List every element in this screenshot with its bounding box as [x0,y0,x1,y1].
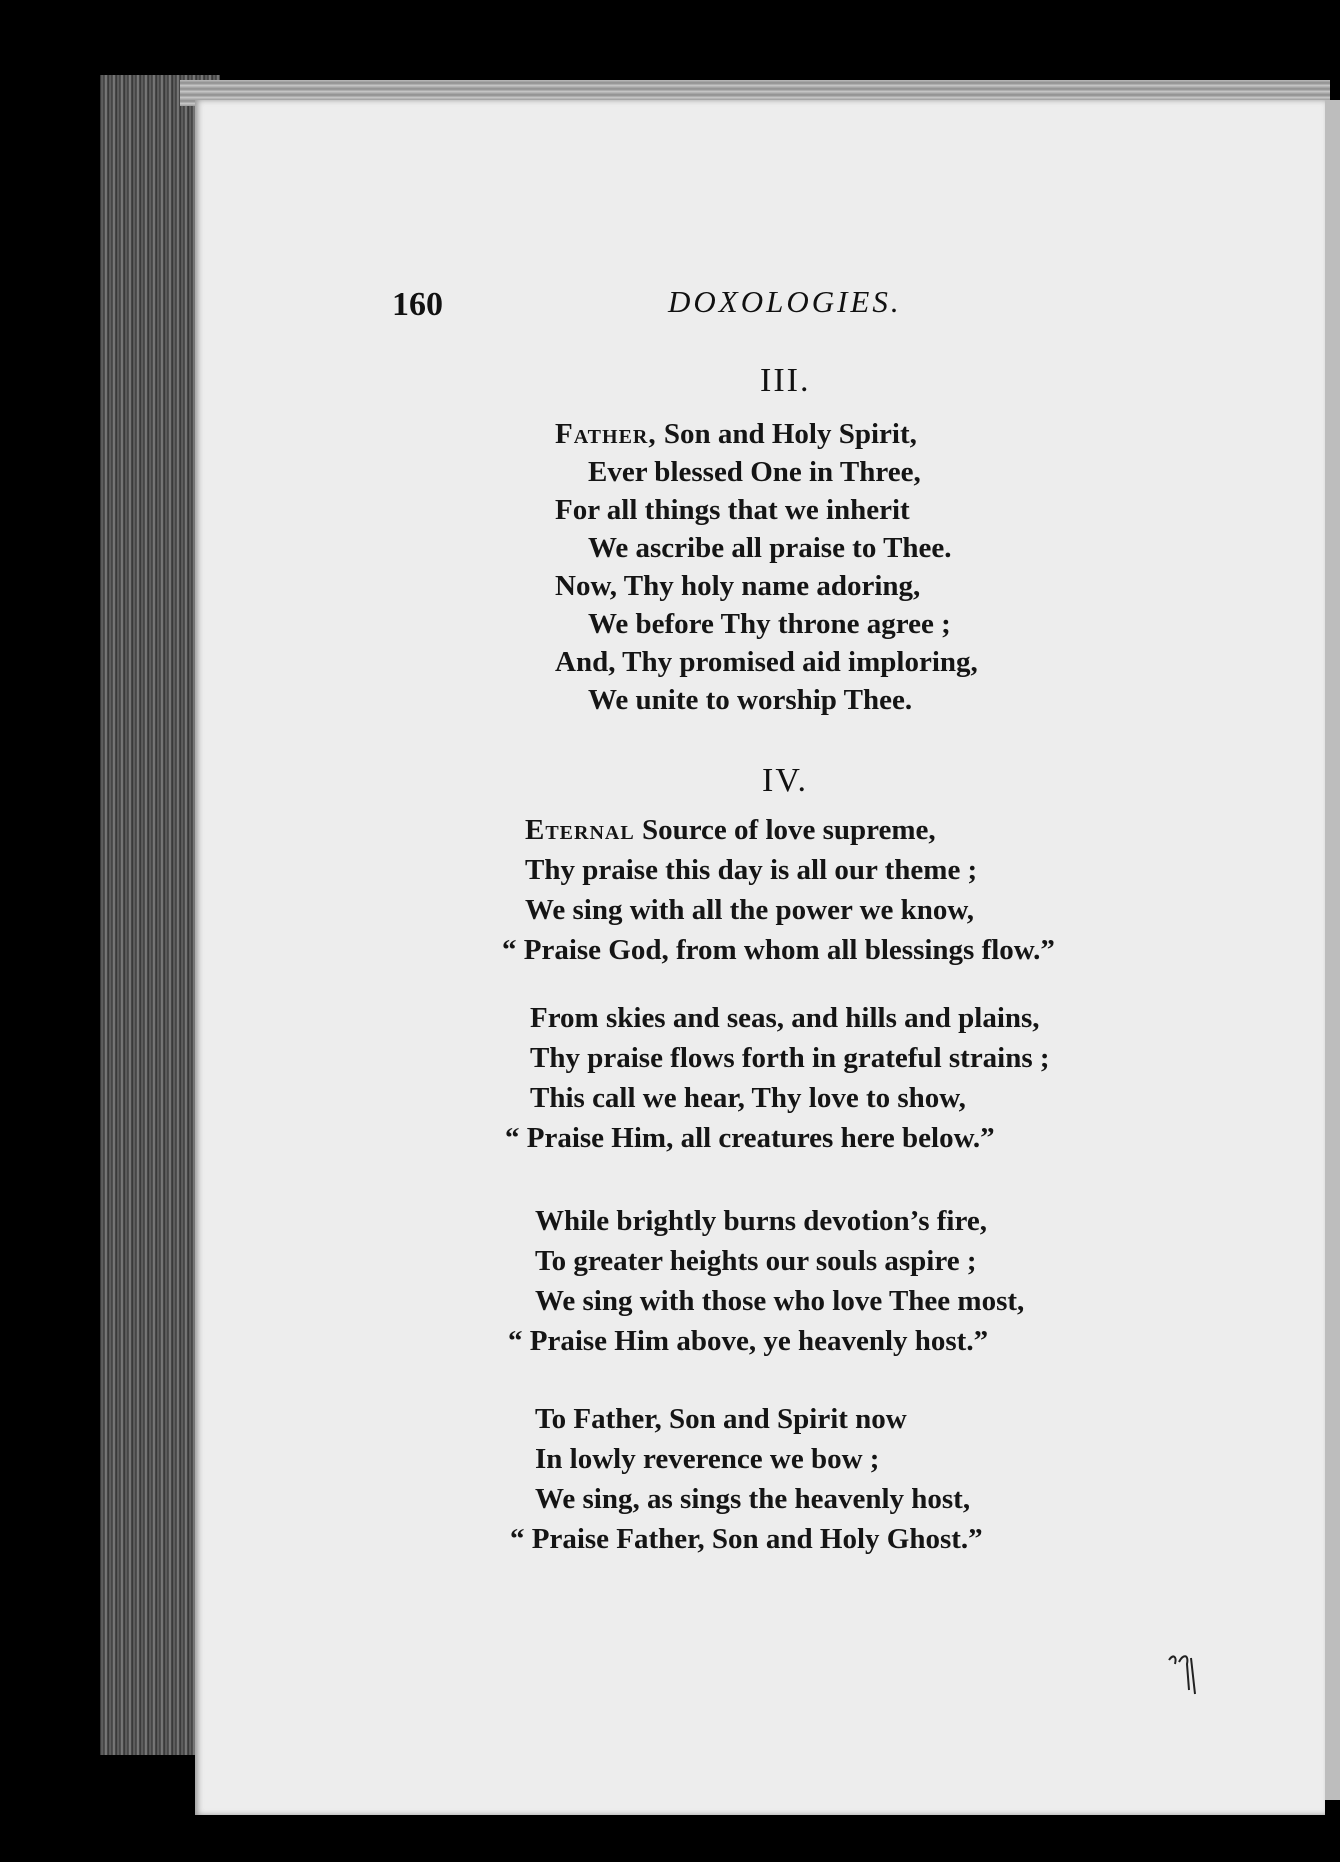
verse-line: Thy praise flows forth in grateful strains ; [530,1042,1050,1074]
verse-line: To greater heights our souls aspire ; [535,1245,977,1277]
page-number: 160 [392,286,443,323]
verse-line: And, Thy promised aid imploring, [555,646,978,678]
verse-line: While brightly burns devotion’s fire, [535,1205,987,1237]
verse-line: Father, Son and Holy Spirit, [555,418,917,450]
verse-line: We unite to worship Thee. [588,684,913,716]
drop-word: Father, [555,418,657,450]
verse-line: In lowly reverence we bow ; [535,1443,880,1475]
verse-line: “ Praise Him, all creatures here below.” [505,1122,995,1154]
verse-line: To Father, Son and Spirit now [535,1403,907,1435]
verse-line: This call we hear, Thy love to show, [530,1082,966,1114]
verse-line: Eternal Source of love supreme, [525,814,936,846]
verse-line: For all things that we inherit [555,494,910,526]
verse-line: We sing with all the power we know, [525,894,975,926]
verse-line: Now, Thy holy name adoring, [555,570,921,602]
verse-line: We sing with those who love Thee most, [535,1285,1025,1317]
verse-line: “ Praise Him above, ye heavenly host.” [508,1325,989,1357]
verse-line: We ascribe all praise to Thee. [588,532,952,564]
drop-word: Eternal [525,814,635,846]
verse-line: We before Thy throne agree ; [588,608,951,640]
verse-line: We sing, as sings the heavenly host, [535,1483,971,1515]
section-heading-iv: IV. [762,762,808,799]
section-heading-iii: III. [760,362,811,399]
verse-line: Thy praise this day is all our theme ; [525,854,978,886]
running-title: DOXOLOGIES. [668,284,902,319]
verse-line: “ Praise Father, Son and Holy Ghost.” [510,1523,983,1555]
pencil-mark [1165,1650,1205,1708]
verse-line: “ Praise God, from whom all blessings flow.” [502,934,1055,966]
verse-line: Ever blessed One in Three, [588,456,921,488]
verse-line: From skies and seas, and hills and plains, [530,1002,1040,1034]
